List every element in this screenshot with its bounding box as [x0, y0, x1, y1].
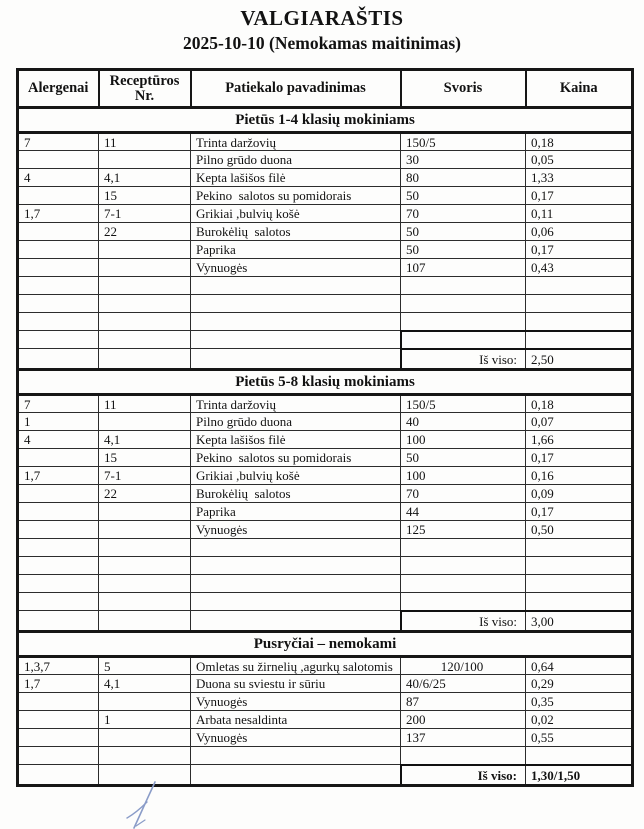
cell-alergenai — [18, 187, 99, 205]
empty-cell — [526, 331, 633, 349]
cell-kaina: 0,17 — [526, 503, 633, 521]
cell-kaina: 0,18 — [526, 133, 633, 151]
total-value: 2,50 — [526, 349, 633, 370]
empty-cell — [401, 295, 526, 313]
cell-kaina: 0,35 — [526, 693, 633, 711]
empty-cell — [99, 611, 191, 632]
empty-cell — [191, 313, 401, 331]
cell-patiekalas: Arbata nesaldinta — [191, 711, 401, 729]
cell-patiekalas: Trinta daržovių — [191, 133, 401, 151]
total-label: Iš viso: — [401, 349, 526, 370]
menu-row — [18, 223, 633, 241]
section-header-row — [18, 108, 633, 133]
empty-row — [18, 557, 633, 575]
empty-cell — [401, 277, 526, 295]
cell-kaina: 0,18 — [526, 395, 633, 413]
empty-cell — [99, 349, 191, 370]
empty-cell — [18, 313, 99, 331]
cell-recepturos-nr — [99, 413, 191, 431]
empty-row — [18, 331, 633, 349]
cell-alergenai — [18, 151, 99, 169]
cell-kaina: 0,09 — [526, 485, 633, 503]
cell-patiekalas: Pilno grūdo duona — [191, 151, 401, 169]
empty-cell — [526, 593, 633, 611]
empty-cell — [526, 295, 633, 313]
cell-patiekalas: Grikiai ,bulvių košė — [191, 467, 401, 485]
menu-row — [18, 413, 633, 431]
cell-recepturos-nr: 1 — [99, 711, 191, 729]
cell-patiekalas: Vynuogės — [191, 521, 401, 539]
menu-row — [18, 259, 633, 277]
empty-row — [18, 593, 633, 611]
cell-alergenai — [18, 485, 99, 503]
cell-recepturos-nr — [99, 151, 191, 169]
cell-kaina: 0,55 — [526, 729, 633, 747]
cell-patiekalas: Vynuogės — [191, 729, 401, 747]
empty-row — [18, 313, 633, 331]
cell-recepturos-nr: 15 — [99, 449, 191, 467]
empty-cell — [526, 313, 633, 331]
document-subtitle: 2025-10-10 (Nemokamas maitinimas) — [182, 33, 462, 53]
empty-row — [18, 295, 633, 313]
empty-row — [18, 747, 633, 765]
cell-svoris: 80 — [401, 169, 526, 187]
cell-alergenai: 1,7 — [18, 205, 99, 223]
cell-kaina: 0,17 — [526, 187, 633, 205]
menu-row — [18, 503, 633, 521]
cell-recepturos-nr: 4,1 — [99, 169, 191, 187]
cell-svoris: 40 — [401, 413, 526, 431]
cell-patiekalas: Pekino salotos su pomidorais — [191, 449, 401, 467]
cell-svoris: 70 — [401, 205, 526, 223]
menu-row — [18, 693, 633, 711]
menu-row — [18, 151, 633, 169]
menu-row — [18, 187, 633, 205]
cell-recepturos-nr — [99, 693, 191, 711]
empty-cell — [18, 557, 99, 575]
empty-cell — [99, 557, 191, 575]
empty-cell — [401, 575, 526, 593]
empty-cell — [526, 539, 633, 557]
cell-kaina: 0,43 — [526, 259, 633, 277]
empty-cell — [99, 747, 191, 765]
cell-patiekalas: Pekino salotos su pomidorais — [191, 187, 401, 205]
cell-svoris: 50 — [401, 187, 526, 205]
cell-kaina: 0,07 — [526, 413, 633, 431]
table-header-row — [18, 70, 633, 108]
menu-row — [18, 169, 633, 187]
empty-cell — [99, 593, 191, 611]
cell-recepturos-nr — [99, 729, 191, 747]
empty-cell — [191, 539, 401, 557]
cell-patiekalas: Trinta daržovių — [191, 395, 401, 413]
empty-cell — [191, 277, 401, 295]
cell-recepturos-nr — [99, 259, 191, 277]
empty-cell — [191, 295, 401, 313]
cell-alergenai: 7 — [18, 395, 99, 413]
cell-patiekalas: Burokėlių salotos — [191, 223, 401, 241]
menu-row — [18, 205, 633, 223]
cell-alergenai — [18, 223, 99, 241]
document-title: VALGIARAŠTIS — [240, 6, 404, 30]
empty-cell — [191, 349, 401, 370]
cell-patiekalas: Omletas su žirnelių ,agurkų salotomis — [191, 657, 401, 675]
col-header-kaina: Kaina — [526, 70, 633, 108]
cell-alergenai — [18, 729, 99, 747]
cell-alergenai: 7 — [18, 133, 99, 151]
menu-row — [18, 657, 633, 675]
cell-patiekalas: Burokėlių salotos — [191, 485, 401, 503]
empty-cell — [18, 331, 99, 349]
cell-svoris: 200 — [401, 711, 526, 729]
cell-alergenai — [18, 503, 99, 521]
empty-row — [18, 277, 633, 295]
cell-kaina: 0,29 — [526, 675, 633, 693]
cell-alergenai — [18, 241, 99, 259]
empty-cell — [99, 277, 191, 295]
col-header-svoris: Svoris — [401, 70, 526, 108]
cell-alergenai — [18, 259, 99, 277]
cell-recepturos-nr: 22 — [99, 485, 191, 503]
total-value: 3,00 — [526, 611, 633, 632]
menu-row — [18, 395, 633, 413]
cell-svoris: 137 — [401, 729, 526, 747]
cell-kaina: 1,66 — [526, 431, 633, 449]
cell-alergenai: 1,7 — [18, 675, 99, 693]
col-header-recepturos: Receptūros Nr. — [99, 70, 191, 108]
empty-cell — [191, 557, 401, 575]
empty-cell — [401, 747, 526, 765]
empty-cell — [18, 349, 99, 370]
cell-svoris: 30 — [401, 151, 526, 169]
cell-alergenai — [18, 449, 99, 467]
empty-cell — [18, 747, 99, 765]
empty-cell — [18, 593, 99, 611]
menu-row — [18, 241, 633, 259]
cell-patiekalas: Vynuogės — [191, 259, 401, 277]
cell-kaina: 0,17 — [526, 241, 633, 259]
cell-alergenai — [18, 711, 99, 729]
total-row — [18, 349, 633, 370]
cell-svoris: 100 — [401, 431, 526, 449]
cell-recepturos-nr — [99, 241, 191, 259]
menu-row — [18, 449, 633, 467]
empty-cell — [191, 747, 401, 765]
cell-recepturos-nr: 11 — [99, 395, 191, 413]
menu-row — [18, 675, 633, 693]
total-label: Iš viso: — [401, 611, 526, 632]
menu-table — [16, 68, 634, 787]
empty-cell — [526, 575, 633, 593]
cell-svoris: 44 — [401, 503, 526, 521]
cell-patiekalas: Grikiai ,bulvių košė — [191, 205, 401, 223]
cell-kaina: 0,11 — [526, 205, 633, 223]
section-title: Pietūs 1-4 klasių mokiniams — [18, 108, 633, 133]
menu-row — [18, 467, 633, 485]
empty-cell — [401, 557, 526, 575]
cell-kaina: 0,16 — [526, 467, 633, 485]
menu-table-body — [18, 108, 633, 786]
cell-svoris: 125 — [401, 521, 526, 539]
cell-svoris: 87 — [401, 693, 526, 711]
cell-kaina: 0,50 — [526, 521, 633, 539]
cell-kaina: 0,17 — [526, 449, 633, 467]
cell-patiekalas: Kepta lašišos filė — [191, 431, 401, 449]
empty-cell — [526, 557, 633, 575]
section-title: Pietūs 5-8 klasių mokiniams — [18, 370, 633, 395]
cell-recepturos-nr: 15 — [99, 187, 191, 205]
total-row — [18, 765, 633, 786]
cell-alergenai: 1 — [18, 413, 99, 431]
cell-recepturos-nr — [99, 521, 191, 539]
cell-patiekalas: Vynuogės — [191, 693, 401, 711]
cell-svoris: 50 — [401, 449, 526, 467]
empty-cell — [18, 295, 99, 313]
cell-svoris: 100 — [401, 467, 526, 485]
cell-recepturos-nr: 7-1 — [99, 467, 191, 485]
empty-cell — [191, 611, 401, 632]
cell-kaina: 0,06 — [526, 223, 633, 241]
empty-cell — [526, 277, 633, 295]
cell-svoris: 70 — [401, 485, 526, 503]
menu-row — [18, 521, 633, 539]
total-label: Iš viso: — [401, 765, 526, 786]
cell-recepturos-nr — [99, 503, 191, 521]
empty-cell — [526, 747, 633, 765]
empty-cell — [18, 611, 99, 632]
empty-cell — [401, 593, 526, 611]
empty-cell — [401, 331, 526, 349]
cell-kaina: 1,33 — [526, 169, 633, 187]
cell-kaina: 0,02 — [526, 711, 633, 729]
col-header-alergenai: Alergenai — [18, 70, 99, 108]
menu-row — [18, 431, 633, 449]
cell-kaina: 0,64 — [526, 657, 633, 675]
empty-cell — [401, 539, 526, 557]
cell-alergenai: 4 — [18, 169, 99, 187]
empty-cell — [99, 765, 191, 786]
cell-svoris: 50 — [401, 223, 526, 241]
cell-kaina: 0,05 — [526, 151, 633, 169]
cell-recepturos-nr: 22 — [99, 223, 191, 241]
cell-alergenai — [18, 693, 99, 711]
cell-patiekalas: Pilno grūdo duona — [191, 413, 401, 431]
cell-svoris: 150/5 — [401, 133, 526, 151]
empty-cell — [18, 539, 99, 557]
empty-cell — [18, 277, 99, 295]
cell-alergenai — [18, 521, 99, 539]
empty-row — [18, 575, 633, 593]
empty-cell — [191, 575, 401, 593]
cell-patiekalas: Paprika — [191, 503, 401, 521]
empty-cell — [99, 539, 191, 557]
empty-cell — [18, 765, 99, 786]
empty-cell — [99, 331, 191, 349]
cell-svoris: 50 — [401, 241, 526, 259]
menu-row — [18, 729, 633, 747]
menu-row — [18, 133, 633, 151]
section-title: Pusryčiai – nemokami — [18, 632, 633, 657]
cell-patiekalas: Paprika — [191, 241, 401, 259]
total-row — [18, 611, 633, 632]
cell-recepturos-nr: 11 — [99, 133, 191, 151]
cell-recepturos-nr: 5 — [99, 657, 191, 675]
col-header-patiekalas: Patiekalo pavadinimas — [191, 70, 401, 108]
cell-alergenai: 1,3,7 — [18, 657, 99, 675]
section-header-row — [18, 370, 633, 395]
empty-cell — [401, 313, 526, 331]
empty-cell — [18, 575, 99, 593]
cell-alergenai: 1,7 — [18, 467, 99, 485]
menu-row — [18, 711, 633, 729]
cell-patiekalas: Kepta lašišos filė — [191, 169, 401, 187]
total-value: 1,30/1,50 — [526, 765, 633, 786]
cell-svoris: 120/100 — [401, 657, 526, 675]
section-header-row — [18, 632, 633, 657]
empty-cell — [191, 765, 401, 786]
cell-svoris: 107 — [401, 259, 526, 277]
cell-patiekalas: Duona su sviestu ir sūriu — [191, 675, 401, 693]
empty-cell — [99, 575, 191, 593]
cell-recepturos-nr: 7-1 — [99, 205, 191, 223]
menu-row — [18, 485, 633, 503]
empty-row — [18, 539, 633, 557]
cell-recepturos-nr: 4,1 — [99, 675, 191, 693]
cell-alergenai: 4 — [18, 431, 99, 449]
cell-recepturos-nr: 4,1 — [99, 431, 191, 449]
cell-svoris: 150/5 — [401, 395, 526, 413]
empty-cell — [99, 295, 191, 313]
empty-cell — [99, 313, 191, 331]
empty-cell — [191, 331, 401, 349]
cell-svoris: 40/6/25 — [401, 675, 526, 693]
empty-cell — [191, 593, 401, 611]
